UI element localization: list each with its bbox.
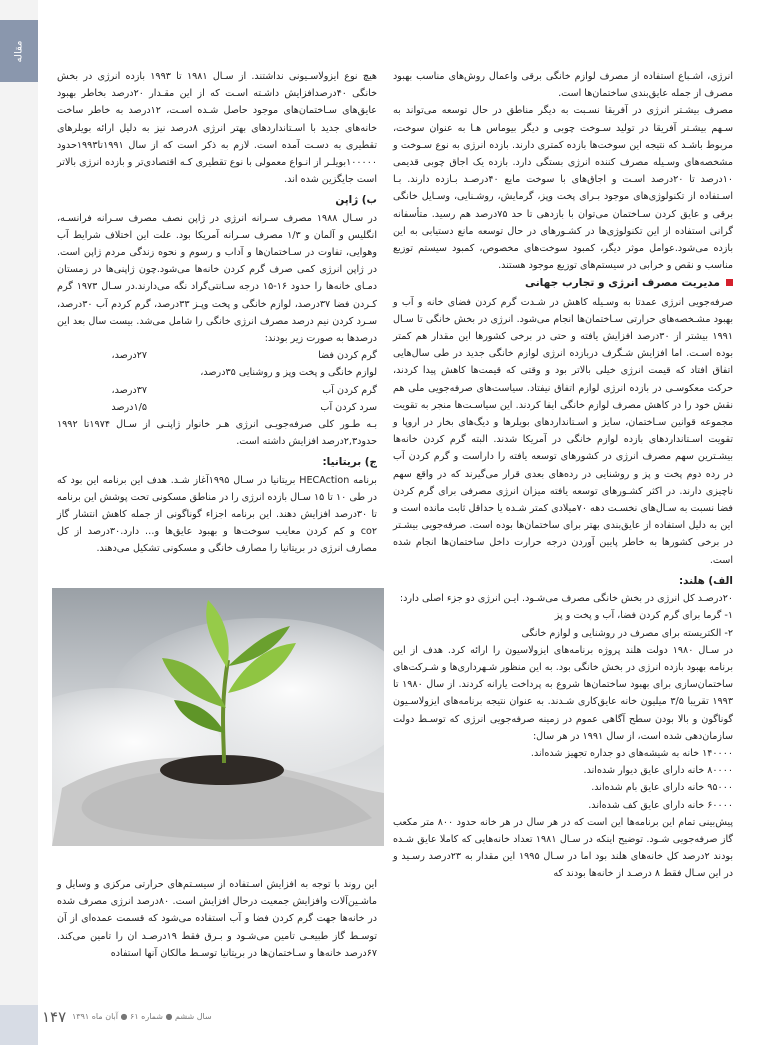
paragraph: بـه طـور کلی صرفه‌جویـی انرژی هـر خانوار ژاپنـی از سـال ۱۹۷۴تا ۱۹۹۲ حدود۲,۳درصد افزایش داشته است. [57, 419, 377, 448]
row-label: لوازم خانگی و پخت وپز و روشنایی ۳۵درصد، [200, 367, 377, 379]
subheading-uk: ج) بریتانیا: [322, 456, 377, 469]
row-value: ۳۷درصد، [111, 384, 147, 396]
paragraph: انرژی، اشـباع استفاده از مصرف لوازم خانگی برقی واعمال روش‌های مناسب بهبود مصرف از جمله عایق‌بندی ساختمان‌ها است. [393, 71, 733, 100]
section-tab-label: مقاله [13, 40, 25, 62]
row-value: ۱/۵درصد [111, 401, 147, 413]
heading-bullet-icon [726, 279, 733, 286]
paragraph: پیش‌بینی تمام این برنامه‌ها این است که در هر سال در هر خانه حدود ۸۰۰ متر مکعب گاز صرفه‌جویی شـود. توضیح اینکه در سـال ۱۹۸۱ تعداد خانه‌هایی که کاملا عایق شـده بودند ۲درصد کل خانه‌های هلند بود اما در سـال ۱۹۹۵ این مقدار به ۲۳درصد رسـید و در این سـال فقط ۸ درصـد از خانه‌ها بودند که [393, 816, 734, 880]
japan-row [57, 364, 377, 381]
stat-line: ۱۴۰۰۰۰ خانه به شیشه‌های دو جداره تجهیز شده‌اند. [530, 747, 733, 759]
seedling-photo [52, 588, 384, 846]
row-value: ۲۷درصد، [111, 350, 147, 362]
row-value [57, 364, 147, 381]
subheading-japan: ب) ژاپن [335, 194, 377, 207]
japan-row [57, 399, 377, 416]
stat-line: ۶۰۰۰۰ خانه دارای عایق کف شده‌اند. [588, 799, 733, 811]
page-edge-strip [0, 0, 38, 1045]
stat-line: ۸۰۰۰۰ خانه دارای عایق دیوار شده‌اند. [583, 765, 733, 777]
japan-row [57, 347, 377, 364]
row-label: گرم کردن فضا [318, 350, 377, 362]
paragraph: هیچ نوع ایزولاسـیونی نداشتند. از سـال ۱۹۸۱ تا ۱۹۹۳ بازده انرژی در بخش خانگی ۴۰درصدافزایش داشـته اسـت که از این مقـدار ۲۰درصد بخاطر بهبود عایق‌های سـاختمان‌های موجود حاصل شـده اسـت، ۱۲درصد به خاطر ساخت خانه‌های جدید با اسـتانداردهای بهتر انرژی ۸درصد نیز به دلیل ارائه بویلرهای تقطیری به دسـت آمده است. لازم به ذکر است که از سال ۱۹۹۱تا۱۹۹۳حدود ۱۰۰۰۰۰بویلـر از انـواع معمولی با نوع تقطیری کـه اقتصادی‌تر و بازده انرژی بالاتر است جایگزین شده اند. [57, 71, 378, 186]
page-number: ۱۴۷ [42, 1008, 67, 1026]
paragraph: برنامه HECAction بریتانیا در سـال ۱۹۹۵آغاز شـد. هدف این برنامه این بود که در طی ۱۰ تا ۱۵ سـال بازده انرژی را در مناطق مسکونی تحت پوشش این برنامه تا ۳۰درصد افزایش دهند. این برنامه اجزاء گوناگونی از جمله کاهش انتشار گاز co۲ و کم کردن معایب سوخت‌ها و بهبود عایق‌ها و… دارد.۳۰درصد از کل مصارف انرژی در بریتانیا را مصارف خانگی و مسکونی تشکیل می‌دهند. [57, 474, 377, 555]
list-item: ۲- الکتریسته برای مصرف در روشنایی و لوازم خانگی [521, 627, 733, 639]
section-heading [393, 275, 733, 292]
row-label: سرد کردن آب [320, 401, 377, 413]
list-item: ۱- گرما برای گرم کردن فضا، آب و پخت و پز [554, 610, 733, 622]
right-column [393, 68, 733, 883]
subheading-netherlands: الف) هلند: [678, 574, 733, 587]
footer-tab [0, 1005, 38, 1045]
section-heading-text: مدیریت مصرف انرژی و تجارب جهانی [524, 277, 720, 290]
paragraph: در سـال ۱۹۸۸ مصرف سـرانه انرژی در ژاپن نصف مصرف سـرانه فرانسـه، انگلیس و آلمان و ۱/۳ مصرف سـرانه آمریکا بود. علت این اختلاف شرایط آب وهوایی، تفاوت در سـاختمان‌ها و آداب و رسوم و نحوه زندگی مردم ژاپن است. در ژاپن انرژی کمی صرف گرم کردن خانه‌ها می‌شود.چون ژاپنی‌ها در زمستان دمـای خانه‌ها را حدود ۱۶-۱۵ درجه سـانتی‌گراد نگه می‌دارند.در سـال ۱۹۷۳ گرم کـردن فضا ۳۷درصد، لوازم خانگی و پخت وپـز ۳۳درصد، گرم کردم آب ۳۰درصد، سـرد کردن نیم درصد مصرف انرژی خانگی را شامل می‌شد. بیست سال بعد این درصدها به صورت زیر بودند: [57, 212, 378, 345]
paragraph: در سـال ۱۹۸۰ دولت هلند پروژه برنامه‌های ایزولاسیون را ارائه کرد. هدف از این برنامه بهبود بازده انرژی در بخش خانگی بود. به این منظور شـهرداری‌ها و شـرکت‌های ساختمان‌سازی برای بهبود ساختمان‌ها شروع به پرداخت یارانه کردند. از سال ۱۹۸۰ تا ۱۹۹۳ تقریبا ۳/۵ میلیون خانه عایق‌کاری شـدند. به عنوان نتیجه برنامه‌های ایزولاسـیون گوناگون و بالا بودن سطح آگاهی عموم در زمینه صرفه‌جویی انرژی که توسـط دولت سازمان‌دهی شده است، از سال ۱۹۹۱ در هر سال: [393, 644, 733, 742]
japan-row [57, 382, 377, 399]
issue-info: سال ششم ● شماره ۶۱ ● آبان ماه ۱۳۹۱ [72, 1012, 212, 1021]
row-label: گرم کردن آب [322, 384, 377, 396]
paragraph: مصرف بیشـتر انرژی در آفریقا نسـبت به دیگر مناطق در حال توسعه می‌تواند به سـهم بیشـتر آفریقا در تولید سـوخت چوبی و دیگر بیوماس هـا به عنوان سوخت، مربوط باشـد که نتیجه این سوخت‌ها بازده کمتری دارند. بازده انرژی به نوع سـوخت و مشخصه‌های وسـیله مصرف کننده انرژی بستگی دارد. بازده یک اجاق چوبی قدیمی ۱۰درصد تا ۲۰درصد اسـت و اجاق‌های با سوخت مایع ۴۰درصـد بـازده دارند. بـا اسـتفاده از تکنولوژی‌های موجود بـرای پخت وپز، گرمایش، روشـنایی، وسـایل خانگی برقی و عایق کردن سـاختمان می‌توان با بازدهی تا حد ۷۵درصد هم رسید. متأسفانه گرانی استفاده از این تکنولوژی‌ها در کشـورهای در حال توسعه مانع دستیابی به این بازده می‌شود.عوامل موثر دیگر، کمبود سوخت‌های مخصوص، کمبود سیستم توزیع مناسب و نقص و خرابی در سیستم‌های توزیع موجود هستند. [393, 105, 734, 272]
paragraph: ۲۰درصـد کل انرژی در بخش خانگی مصرف می‌شـود. ایـن انرژی دو جزء اصلی دارد: [399, 593, 733, 605]
left-column-bottom [57, 876, 377, 962]
seedling-illustration [52, 588, 384, 846]
section-tab [0, 20, 38, 82]
left-column [57, 68, 377, 558]
stat-line: ۹۵۰۰۰ خانه دارای عایق بام شده‌اند. [591, 782, 733, 794]
paragraph: این روند با توجه به افزایش اسـتفاده از سیسـتم‌های حرارتی مرکزی و وسایل و ماشـین‌آلات وافزایش جمعیت درحال افزایش است. ۸۰درصد انرژی مصرف شده در خانه‌ها جهت گرم کردن فضا و آب استفاده می‌شود که قسمت عمده‌ای از آن توسـط گاز طبیعـی تامین می‌شـود و بـرق فقط ۱۹درصـد ان را تامین می‌کند. ۶۷درصد خانه‌ها و سـاختمان‌ها در بریتانیا توسـط مالکان آنها استفاده [57, 879, 377, 959]
paragraph: صرفه‌جویی انرژی عمدتا به وسـیله کاهش در شـدت گرم کردن فضای خانه و آب و بهبود مشـخصه‌های حرارتی سـاختمان‌ها انجام می‌شود. انرژی در بخش خانگی تا سـال ۱۹۹۱ بیشتر از ۳۰درصد افزایش یافته و حتی در برخی کشورها این مقدار هم کمتر بوده اسـت. اما افزایش شـگرف دربازده انرژی لوازم خانگی جدید در طی سال‌هایی اتفاق افتاد که قیمت انرژی خیلی بالاتر بود و وقتی که قیمت‌ها کاهش پیدا کردند، حرکت معکوسـی در بازده انرژی لوازم اتفاق نیفتاد. سیاست‌های صرفه‌جویی ملی هم نقش خود را در کاهش مصرف لوازم خانگی ایفا کردند. این سیاسـت‌ها منجر به تقویت مجموعه قوانین سـاختمان، سایز و اسـتانداردهای بویلرها و دیگ‌های بخار در اروپا و تقویت اسـتانداردهای بازده لوازم خانگی در آمریکا شدند. البته گرم کردن خانه‌ها بیشـترین سهم مصرف انرژی در کشورهای توسعه یافته را داراست و گرم کردن آب در رده دوم پخت و پز و روشنایی در رده‌های بعدی قرار می‌گیرند که در واقع سهم ناچیزی دارند. در اکثر کشـورهای توسعه یافته میزان انرژی مصرفی برای گرم کردن فضا نسبت به سـال‌های نخسـت دهه ۷۰میلادی کمتر شـده یا حداقل ثابت مانده است و این به دلیل استفاده از عایق‌بندی بهتر برای ساختمان‌ها بوده است. صرفه‌جویی بیشـتر در برخی کشورها به خاطر پایین آوردن درجه حرارت داخل ساختمان‌ها انجام شده است. [393, 296, 733, 566]
